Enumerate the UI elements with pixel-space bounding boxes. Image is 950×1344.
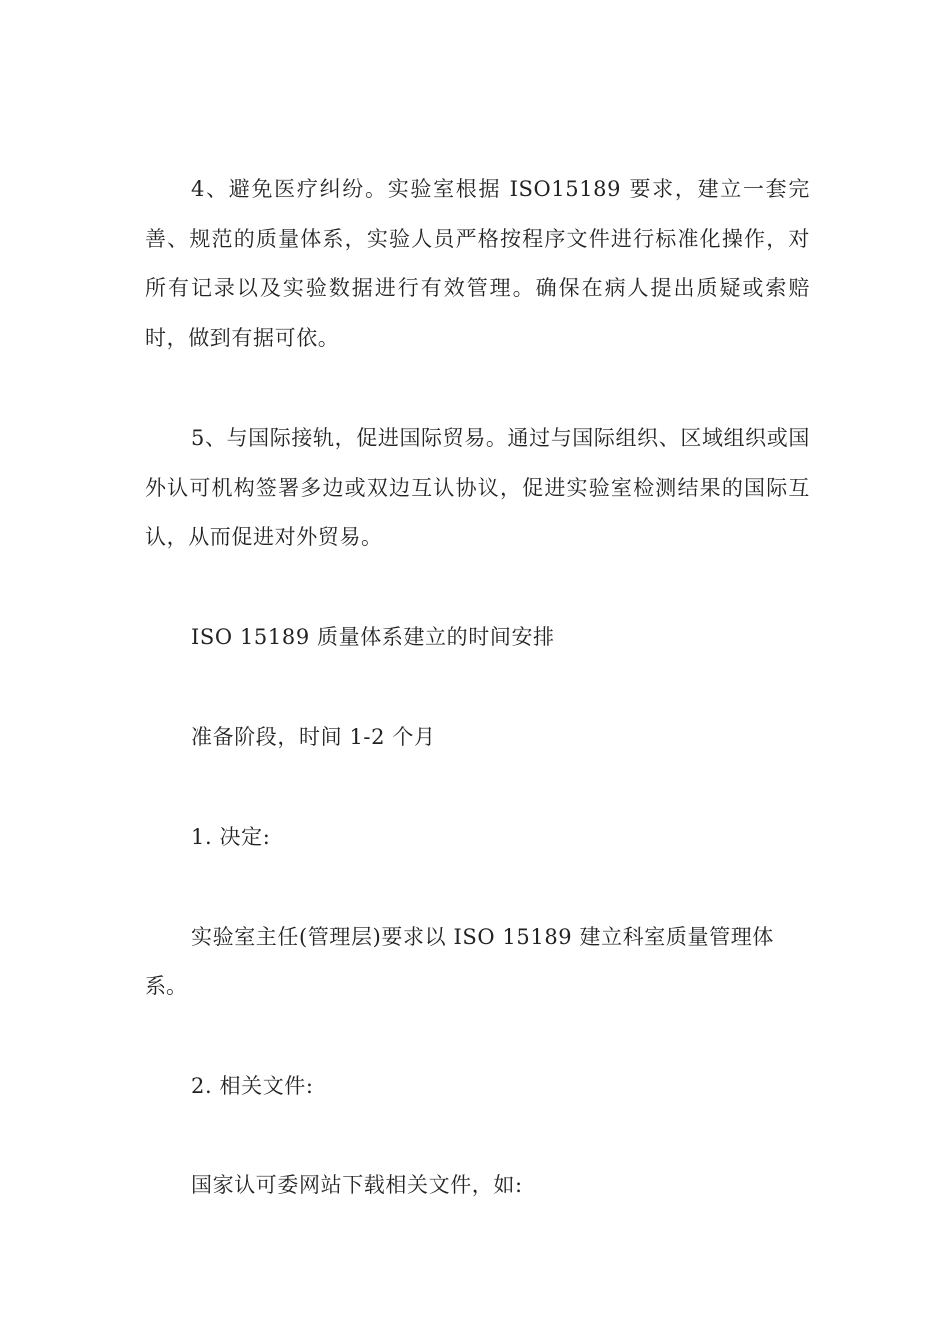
item-1-label: 1. 决定: <box>191 825 271 849</box>
item-2-label: 2. 相关文件: <box>191 1074 314 1098</box>
paragraph-4-avoid-disputes: 4、避免医疗纠纷。实验室根据 ISO15189 要求，建立一套完善、规范的质量体系，实验人员严格按程序文件进行标准化操作，对所有记录以及实验数据进行有效管理。确保在病人提出质疑或索赔时，做到有据可依。 <box>145 177 810 350</box>
stage-preparation: 准备阶段，时间 1-2 个月 <box>191 725 436 749</box>
paragraph-5-international: 5、与国际接轨，促进国际贸易。通过与国际组织、区域组织或国外认可机构签署多边或双边互认协议，促进实验室检测结果的国际互认，从而促进对外贸易。 <box>145 426 810 549</box>
item-1-text-line2: 系。 <box>145 974 187 998</box>
item-2-text: 国家认可委网站下载相关文件，如: <box>191 1173 523 1197</box>
section-heading-schedule: ISO 15189 质量体系建立的时间安排 <box>191 625 555 649</box>
item-1-text-line1: 实验室主任(管理层)要求以 ISO 15189 建立科室质量管理体 <box>191 925 774 949</box>
